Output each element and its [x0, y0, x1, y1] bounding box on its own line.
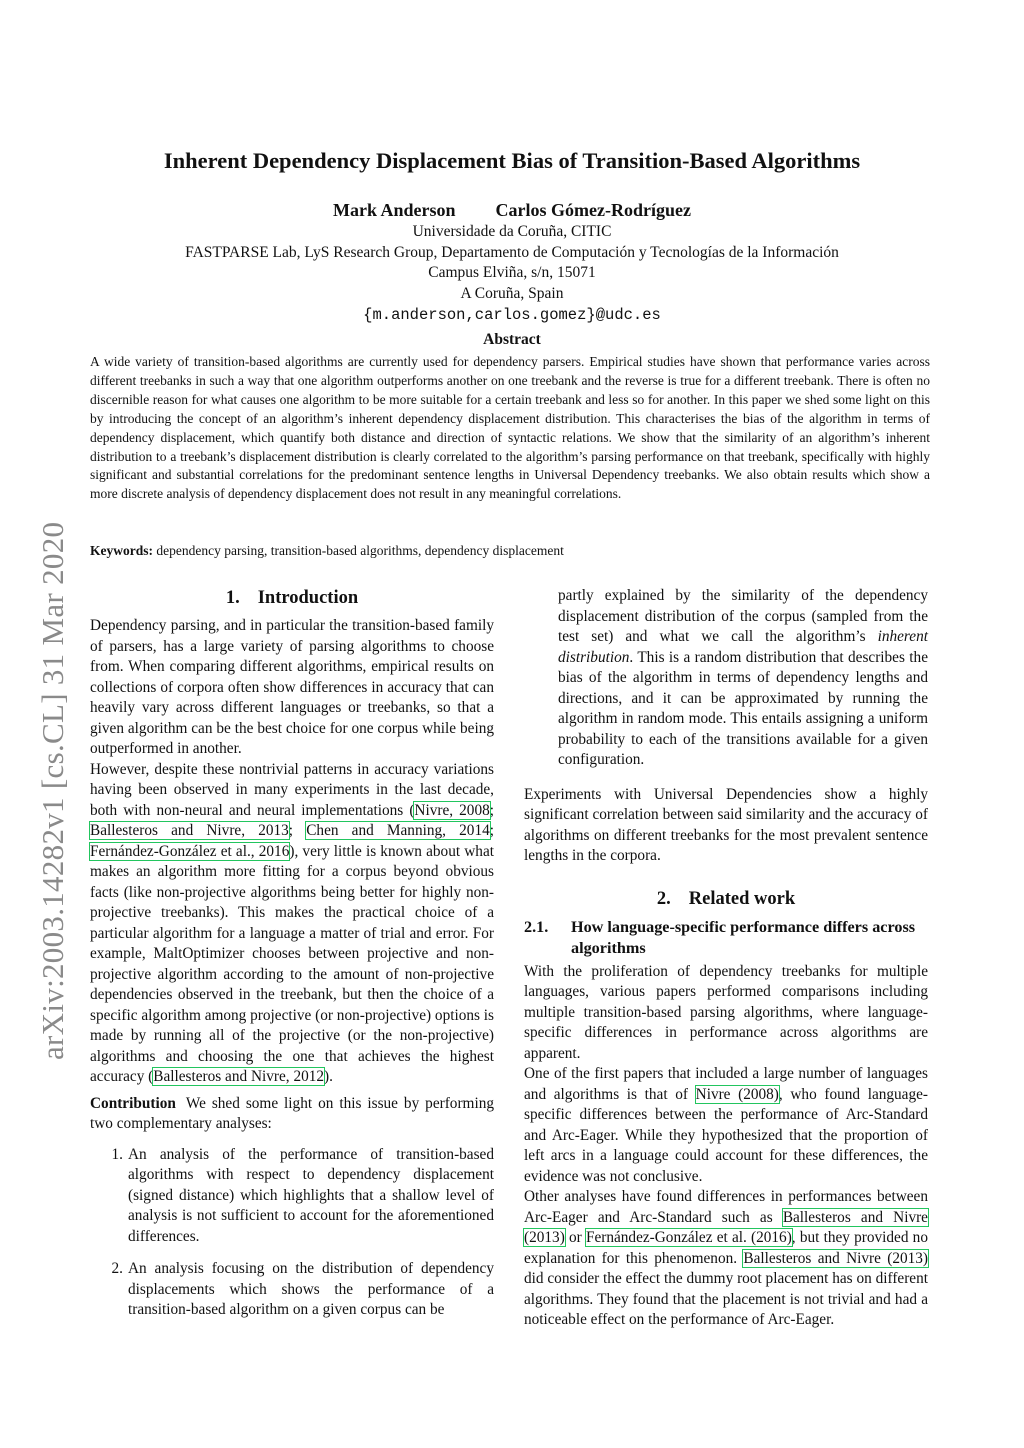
- citation-link[interactable]: Nivre, 2008: [414, 801, 490, 819]
- affiliation-line: Campus Elviña, s/n, 15071: [428, 264, 596, 281]
- keywords: [90, 541, 930, 560]
- affiliation-line: Universidade da Coruña, CITIC: [412, 223, 612, 240]
- section-heading-related-work: [524, 887, 928, 911]
- contribution-paragraph: Contribution We shed some light on this issue by performing two complementary analyses:: [90, 1094, 494, 1132]
- paper-title: Inherent Dependency Displacement Bias of Transition-Based Algorithms: [163, 148, 861, 173]
- section-number: 2.: [656, 888, 671, 909]
- author-list: [0, 200, 1024, 221]
- citation-link[interactable]: Fernández-González et al., 2016: [90, 842, 290, 860]
- keywords-label: Keywords:: [90, 543, 153, 558]
- contribution-label: Contribution: [90, 1094, 176, 1112]
- related-paragraph-1: With the proliferation of dependency treebanks for multiple languages, various papers performed comparisons including multiple transition-based parsing algorithms, where language-specific differences in performance across algorithms are apparent.: [524, 962, 928, 1062]
- keywords-text: dependency parsing, transition-based algorithms, dependency displacement: [156, 543, 564, 558]
- citation-link[interactable]: Ballesteros and Nivre, 2013: [90, 822, 289, 839]
- related-paragraph-2: One of the first papers that included a large number of languages and algorithms is that of Nivre (2008), who found language-specific differences between the performance of Arc-Standard and Arc-Eager. While they hypothesized that the proportion of left arcs in a language could account for these differences, the evidence was not conclusive.: [524, 1065, 929, 1185]
- subsection-heading: [524, 917, 928, 959]
- intro-paragraph-2: However, despite these nontrivial patterns in accuracy variations having been observed in many experiments in the last decade, both with non-neural and neural implementations (Nivre, 2008; Ballesteros and Nivre, 2013; Chen and Manning, 2014; Fernández-González et al., 2016), very little is known about what makes an algorithm more fitting for a corpus beyond obvious facts (like non-projective algorithms being better for highly non-projective treebanks). This makes the practical choice of a particular algorithm for a language a matter of trial and error. For example, MaltOptimizer chooses between projective and non-projective algorithm according to the amount of non-projective dependencies observed in the treebank, but then the choice of a specific algorithm among projective (or non-projective) options is made by running all of the projective (or the non-projective) algorithms and choosing the one that achieves the highest accuracy (Ballesteros and Nivre, 2012).: [90, 760, 494, 1085]
- citation-link[interactable]: Ballesteros and Nivre (2013): [524, 1208, 928, 1246]
- list-item: 1. An analysis of the performance of transition-based algorithms with respect to dependency displacement (signed distance) which highlights that a shallow level of analysis is not sufficient to account for the aforementioned differences.: [111, 1145, 494, 1245]
- right-column: [524, 586, 928, 1331]
- citation-link[interactable]: Fernández-González et al. (2016): [585, 1229, 792, 1246]
- experiments-paragraph: Experiments with Universal Dependencies show a highly significant correlation between said similarity and the accuracy of algorithms on different treebanks for the most prevalent sentence lengths in the corpora.: [524, 785, 928, 864]
- author-email: {m.anderson,carlos.gomez}@udc.es: [363, 306, 661, 324]
- related-paragraph-3: Other analyses have found differences in performances between Arc-Eager and Arc-Standard such as Ballesteros and Nivre (2013) or Fernández-González et al. (2016), but they provided no explanation for this phenomenon. Ballesteros and Nivre (2013) did consider the effect the dummy root placement has on different algorithms. They found that the placement is not trivial and had a noticeable effect on the performance of Arc-Eager.: [524, 1188, 929, 1328]
- abstract-heading: Abstract: [483, 331, 541, 348]
- contribution-list: [90, 1145, 494, 1321]
- section-heading-introduction: [90, 586, 494, 610]
- citation-link[interactable]: Nivre (2008): [695, 1085, 779, 1103]
- list-item-continuation: partly explained by the similarity of the dependency displacement distribution of the corpus (sampled from the test set) and what we call the algorithm’s inherent distribution. This is a random distribution that describes the bias of the algorithm in terms of dependency lengths and directions, and it can be approximated by running the algorithm in random mode. This entails assigning a uniform probability to each of the transitions available for a given configuration.: [558, 587, 928, 768]
- left-column: [90, 586, 494, 1333]
- section-title: Related work: [688, 888, 796, 909]
- citation-link[interactable]: Ballesteros and Nivre (2013): [743, 1249, 929, 1267]
- affiliation-line: A Coruña, Spain: [460, 285, 564, 302]
- list-item: 2. An analysis focusing on the distribution of dependency displacements which shows the performance of a transition-based algorithm on a given corpus can be: [111, 1260, 494, 1318]
- subsection-number: 2.1.: [524, 917, 549, 936]
- email-line: [0, 306, 1024, 324]
- subsection-title: How language-specific performance differs across algorithms: [571, 917, 916, 957]
- author-name: Carlos Gómez-Rodríguez: [495, 200, 691, 220]
- arxiv-identifier: arXiv:2003.14282v1 [cs.CL] 31 Mar 2020: [35, 521, 70, 1060]
- section-number: 1.: [225, 588, 240, 608]
- intro-paragraph-1: Dependency parsing, and in particular the transition-based family of parsers, has a large variety of parsing algorithms to choose from. When comparing different algorithms, empirical results on collections of corpora often show differences in accuracy that can heavily vary across different languages or treebanks, so that a given algorithm can be the best choice for one corpus while being outperformed in another.: [90, 617, 494, 757]
- abstract-text: A wide variety of transition-based algorithms are currently used for dependency parsers. Empirical studies have shown that performance varies across different treebanks in such a way that one algorithm outperforms another on one treebank and the reverse is true for a different treebank. There is often no discernible reason for what causes one algorithm to be more suitable for a certain treebank and less so for another. In this paper we shed some light on this by introducing the concept of an algorithm’s inherent dependency displacement distribution. This characterises the bias of the algorithm in terms of dependency displacement, which quantify both distance and direction of syntactic relations. We show that the similarity of an algorithm’s inherent distribution to a treebank’s displacement distribution is clearly correlated to the algorithm’s parsing performance on that treebank, specifically with highly significant and substantial correlations for the predominant sentence lengths in Universal Dependency treebanks. We also obtain results which show a more discrete analysis of dependency displacement does not result in any meaningful correlations.: [90, 354, 930, 502]
- citation-link[interactable]: Ballesteros and Nivre, 2012: [153, 1068, 325, 1085]
- affiliation-line: FASTPARSE Lab, LyS Research Group, Departamento de Computación y Tecnologías de la Información: [185, 244, 839, 261]
- section-title: Introduction: [257, 588, 359, 608]
- citation-link[interactable]: Chen and Manning, 2014: [306, 822, 490, 839]
- author-name: Mark Anderson: [333, 200, 456, 220]
